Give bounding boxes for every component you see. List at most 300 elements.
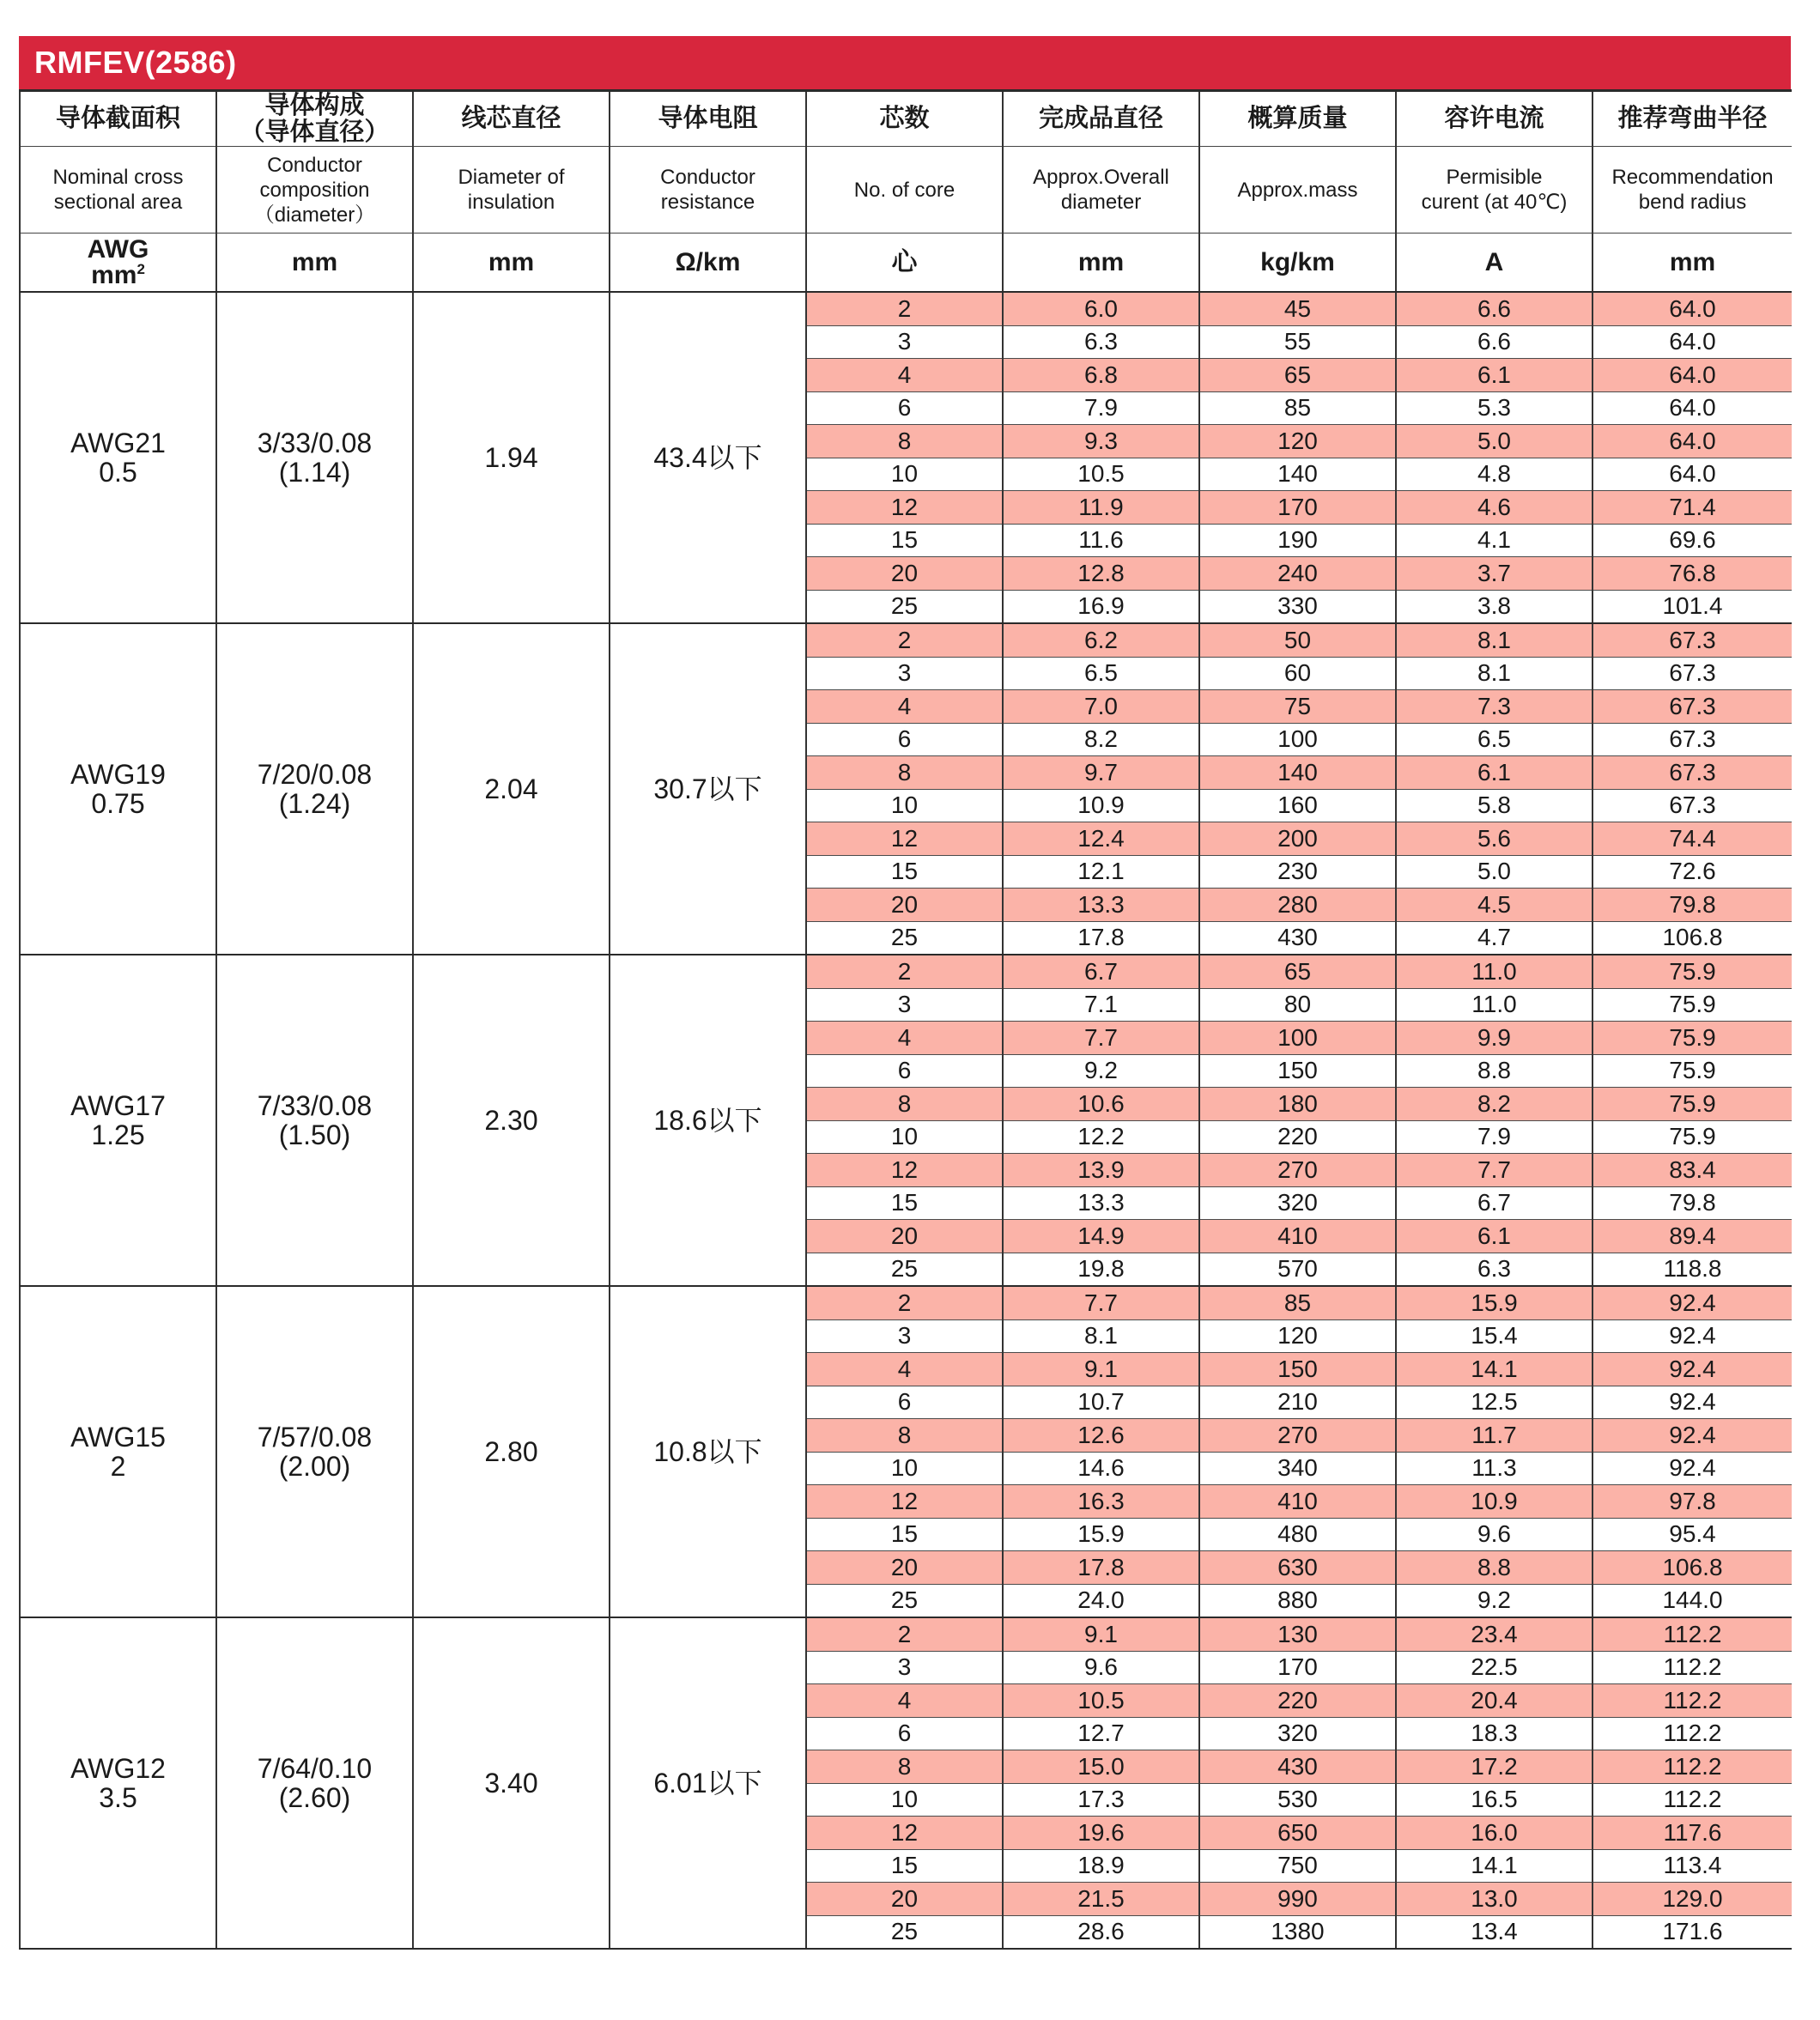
unit-label: 心	[806, 234, 1003, 293]
conductor-resistance: 43.4以下	[653, 442, 762, 473]
approx-mass: 750	[1199, 1849, 1396, 1883]
core-count: 3	[806, 325, 1003, 359]
core-count: 3	[806, 1651, 1003, 1684]
permissible-current: 3.8	[1396, 590, 1592, 623]
core-count: 2	[806, 1286, 1003, 1319]
approx-mass: 65	[1199, 955, 1396, 988]
core-count: 10	[806, 458, 1003, 491]
bend-radius: 71.4	[1592, 491, 1792, 525]
bend-radius: 113.4	[1592, 1849, 1792, 1883]
approx-mass: 140	[1199, 458, 1396, 491]
insulation-diameter-cell	[413, 955, 610, 1286]
permissible-current: 13.0	[1396, 1883, 1592, 1916]
bend-radius: 92.4	[1592, 1286, 1792, 1319]
overall-diameter: 6.0	[1003, 292, 1199, 325]
conductor-resistance-cell	[610, 1617, 806, 1949]
unit-awg: AWG	[87, 234, 149, 264]
overall-diameter: 19.8	[1003, 1253, 1199, 1286]
core-count: 3	[806, 1319, 1003, 1353]
approx-mass: 180	[1199, 1088, 1396, 1121]
col-header-cn: 概算质量	[1199, 91, 1396, 147]
bend-radius: 129.0	[1592, 1883, 1792, 1916]
core-count: 15	[806, 1186, 1003, 1220]
bend-radius: 64.0	[1592, 359, 1792, 392]
col-header-cn: 导体电阻	[610, 91, 806, 147]
bend-radius: 67.3	[1592, 756, 1792, 790]
bend-radius: 112.2	[1592, 1684, 1792, 1718]
core-count: 25	[806, 1584, 1003, 1617]
approx-mass: 220	[1199, 1684, 1396, 1718]
approx-mass: 160	[1199, 789, 1396, 822]
conductor-composition-cell	[216, 955, 413, 1286]
permissible-current: 6.7	[1396, 1186, 1592, 1220]
overall-diameter: 8.1	[1003, 1319, 1199, 1353]
approx-mass: 430	[1199, 921, 1396, 955]
overall-diameter: 17.8	[1003, 921, 1199, 955]
bend-radius: 75.9	[1592, 1022, 1792, 1055]
approx-mass: 75	[1199, 690, 1396, 724]
core-count: 4	[806, 1022, 1003, 1055]
core-count: 6	[806, 723, 1003, 756]
core-count: 20	[806, 557, 1003, 591]
unit-label: mm	[413, 234, 610, 293]
approx-mass: 220	[1199, 1120, 1396, 1154]
core-count: 3	[806, 988, 1003, 1022]
core-count: 8	[806, 1419, 1003, 1453]
core-count: 12	[806, 1817, 1003, 1850]
approx-mass: 85	[1199, 1286, 1396, 1319]
insulation-diameter: 2.30	[484, 1105, 538, 1136]
overall-diameter: 9.1	[1003, 1353, 1199, 1386]
core-count: 6	[806, 1386, 1003, 1419]
core-count: 10	[806, 1452, 1003, 1485]
approx-mass: 330	[1199, 590, 1396, 623]
core-count: 6	[806, 1054, 1003, 1088]
core-count: 8	[806, 756, 1003, 790]
permissible-current: 8.2	[1396, 1088, 1592, 1121]
approx-mass: 280	[1199, 889, 1396, 922]
header-row-english	[20, 147, 1792, 234]
overall-diameter: 13.9	[1003, 1154, 1199, 1187]
permissible-current: 6.5	[1396, 723, 1592, 756]
bend-radius: 95.4	[1592, 1518, 1792, 1551]
overall-diameter: 7.9	[1003, 391, 1199, 425]
overall-diameter: 12.2	[1003, 1120, 1199, 1154]
unit-label: mm	[1003, 234, 1199, 293]
bend-radius: 92.4	[1592, 1353, 1792, 1386]
overall-diameter: 6.7	[1003, 955, 1199, 988]
cross-section-cell	[20, 292, 216, 623]
overall-diameter: 6.8	[1003, 359, 1199, 392]
core-count: 25	[806, 590, 1003, 623]
composition-diameter: (2.00)	[278, 1451, 351, 1482]
col-header-cn: 芯数	[806, 91, 1003, 147]
approx-mass: 150	[1199, 1353, 1396, 1386]
approx-mass: 150	[1199, 1054, 1396, 1088]
permissible-current: 5.0	[1396, 425, 1592, 458]
core-count: 6	[806, 391, 1003, 425]
permissible-current: 6.1	[1396, 1220, 1592, 1253]
core-count: 4	[806, 1353, 1003, 1386]
core-count: 20	[806, 1551, 1003, 1585]
col-header-cn: 导体构成 （导体直径）	[216, 91, 413, 147]
approx-mass: 270	[1199, 1154, 1396, 1187]
bend-radius: 67.3	[1592, 723, 1792, 756]
permissible-current: 4.1	[1396, 524, 1592, 557]
col-header-cn: 推荐弯曲半径	[1592, 91, 1792, 147]
col-header-en: Approx.Overall diameter	[1003, 147, 1199, 234]
approx-mass: 50	[1199, 623, 1396, 657]
conductor-resistance: 6.01以下	[653, 1768, 762, 1799]
approx-mass: 200	[1199, 822, 1396, 856]
overall-diameter: 17.8	[1003, 1551, 1199, 1585]
approx-mass: 230	[1199, 855, 1396, 889]
overall-diameter: 10.7	[1003, 1386, 1199, 1419]
overall-diameter: 12.4	[1003, 822, 1199, 856]
approx-mass: 650	[1199, 1817, 1396, 1850]
bend-radius: 75.9	[1592, 1054, 1792, 1088]
permissible-current: 14.1	[1396, 1353, 1592, 1386]
permissible-current: 4.6	[1396, 491, 1592, 525]
permissible-current: 7.7	[1396, 1154, 1592, 1187]
insulation-diameter-cell	[413, 623, 610, 955]
overall-diameter: 7.7	[1003, 1022, 1199, 1055]
approx-mass: 120	[1199, 1319, 1396, 1353]
permissible-current: 17.2	[1396, 1750, 1592, 1784]
approx-mass: 530	[1199, 1783, 1396, 1817]
overall-diameter: 11.9	[1003, 491, 1199, 525]
cross-section-cell	[20, 1617, 216, 1949]
overall-diameter: 12.8	[1003, 557, 1199, 591]
table-row	[20, 1617, 1792, 1651]
overall-diameter: 11.6	[1003, 524, 1199, 557]
permissible-current: 6.6	[1396, 325, 1592, 359]
conductor-resistance: 10.8以下	[653, 1436, 762, 1467]
approx-mass: 410	[1199, 1485, 1396, 1519]
core-count: 20	[806, 1883, 1003, 1916]
approx-mass: 60	[1199, 657, 1396, 690]
composition: 3/33/0.08	[257, 428, 373, 458]
bend-radius: 75.9	[1592, 1120, 1792, 1154]
conductor-composition-cell	[216, 1286, 413, 1617]
unit-label: kg/km	[1199, 234, 1396, 293]
composition-diameter: (1.50)	[278, 1119, 351, 1150]
bend-radius: 89.4	[1592, 1220, 1792, 1253]
core-count: 2	[806, 1617, 1003, 1651]
table-row	[20, 292, 1792, 325]
permissible-current: 8.1	[1396, 623, 1592, 657]
core-count: 2	[806, 955, 1003, 988]
permissible-current: 6.6	[1396, 292, 1592, 325]
core-count: 3	[806, 657, 1003, 690]
approx-mass: 1380	[1199, 1915, 1396, 1949]
approx-mass: 100	[1199, 723, 1396, 756]
bend-radius: 74.4	[1592, 822, 1792, 856]
permissible-current: 11.0	[1396, 955, 1592, 988]
conductor-resistance: 30.7以下	[653, 773, 762, 804]
overall-diameter: 9.7	[1003, 756, 1199, 790]
permissible-current: 15.4	[1396, 1319, 1592, 1353]
col-header-en: Conductor resistance	[610, 147, 806, 234]
awg-size: AWG21	[70, 428, 166, 458]
permissible-current: 9.6	[1396, 1518, 1592, 1551]
bend-radius: 72.6	[1592, 855, 1792, 889]
area-mm2: 3.5	[99, 1782, 137, 1813]
col-header-cn: 容许电流	[1396, 91, 1592, 147]
col-header-en: No. of core	[806, 147, 1003, 234]
bend-radius: 64.0	[1592, 325, 1792, 359]
spec-sheet	[19, 36, 1791, 1950]
insulation-diameter: 3.40	[484, 1768, 538, 1799]
bend-radius: 75.9	[1592, 988, 1792, 1022]
approx-mass: 880	[1199, 1584, 1396, 1617]
unit-mm: mm	[91, 260, 137, 289]
table-body	[20, 292, 1792, 1949]
cross-section-cell	[20, 623, 216, 955]
core-count: 25	[806, 921, 1003, 955]
overall-diameter: 9.3	[1003, 425, 1199, 458]
bend-radius: 92.4	[1592, 1319, 1792, 1353]
permissible-current: 11.3	[1396, 1452, 1592, 1485]
permissible-current: 3.7	[1396, 557, 1592, 591]
permissible-current: 22.5	[1396, 1651, 1592, 1684]
awg-size: AWG15	[70, 1422, 166, 1453]
conductor-composition-cell	[216, 623, 413, 955]
col-header-en: Recommendation bend radius	[1592, 147, 1792, 234]
approx-mass: 45	[1199, 292, 1396, 325]
core-count: 12	[806, 1485, 1003, 1519]
col-header-en: Diameter of insulation	[413, 147, 610, 234]
composition-diameter: (2.60)	[278, 1782, 351, 1813]
permissible-current: 14.1	[1396, 1849, 1592, 1883]
approx-mass: 140	[1199, 756, 1396, 790]
product-title: RMFEV(2586)	[19, 36, 1791, 89]
permissible-current: 16.5	[1396, 1783, 1592, 1817]
approx-mass: 340	[1199, 1452, 1396, 1485]
composition-diameter: (1.14)	[278, 457, 351, 488]
conductor-resistance: 18.6以下	[653, 1105, 762, 1136]
bend-radius: 64.0	[1592, 391, 1792, 425]
bend-radius: 112.2	[1592, 1783, 1792, 1817]
bend-radius: 79.8	[1592, 1186, 1792, 1220]
permissible-current: 20.4	[1396, 1684, 1592, 1718]
bend-radius: 64.0	[1592, 292, 1792, 325]
area-mm2: 2	[110, 1451, 126, 1482]
bend-radius: 92.4	[1592, 1452, 1792, 1485]
approx-mass: 990	[1199, 1883, 1396, 1916]
col-header-en: Permisible curent (at 40℃)	[1396, 147, 1592, 234]
permissible-current: 4.7	[1396, 921, 1592, 955]
approx-mass: 80	[1199, 988, 1396, 1022]
bend-radius: 69.6	[1592, 524, 1792, 557]
approx-mass: 210	[1199, 1386, 1396, 1419]
approx-mass: 170	[1199, 1651, 1396, 1684]
conductor-resistance-cell	[610, 623, 806, 955]
bend-radius: 97.8	[1592, 1485, 1792, 1519]
bend-radius: 64.0	[1592, 458, 1792, 491]
core-count: 12	[806, 822, 1003, 856]
overall-diameter: 28.6	[1003, 1915, 1199, 1949]
composition-diameter: (1.24)	[278, 788, 351, 819]
permissible-current: 5.3	[1396, 391, 1592, 425]
permissible-current: 5.6	[1396, 822, 1592, 856]
insulation-diameter: 1.94	[484, 442, 538, 473]
cross-section-cell	[20, 1286, 216, 1617]
permissible-current: 13.4	[1396, 1915, 1592, 1949]
bend-radius: 144.0	[1592, 1584, 1792, 1617]
bend-radius: 67.3	[1592, 690, 1792, 724]
overall-diameter: 6.5	[1003, 657, 1199, 690]
approx-mass: 320	[1199, 1717, 1396, 1750]
bend-radius: 112.2	[1592, 1750, 1792, 1784]
overall-diameter: 12.6	[1003, 1419, 1199, 1453]
permissible-current: 6.3	[1396, 1253, 1592, 1286]
permissible-current: 5.8	[1396, 789, 1592, 822]
overall-diameter: 16.3	[1003, 1485, 1199, 1519]
awg-size: AWG12	[70, 1753, 166, 1784]
permissible-current: 5.0	[1396, 855, 1592, 889]
permissible-current: 18.3	[1396, 1717, 1592, 1750]
overall-diameter: 13.3	[1003, 1186, 1199, 1220]
area-mm2: 1.25	[91, 1119, 145, 1150]
insulation-diameter-cell	[413, 1617, 610, 1949]
bend-radius: 76.8	[1592, 557, 1792, 591]
bend-radius: 75.9	[1592, 955, 1792, 988]
permissible-current: 7.9	[1396, 1120, 1592, 1154]
overall-diameter: 7.0	[1003, 690, 1199, 724]
permissible-current: 8.8	[1396, 1054, 1592, 1088]
permissible-current: 8.1	[1396, 657, 1592, 690]
approx-mass: 100	[1199, 1022, 1396, 1055]
overall-diameter: 14.6	[1003, 1452, 1199, 1485]
approx-mass: 570	[1199, 1253, 1396, 1286]
core-count: 4	[806, 690, 1003, 724]
bend-radius: 106.8	[1592, 1551, 1792, 1585]
overall-diameter: 8.2	[1003, 723, 1199, 756]
col-header-en: Nominal cross sectional area	[20, 147, 216, 234]
overall-diameter: 9.6	[1003, 1651, 1199, 1684]
overall-diameter: 13.3	[1003, 889, 1199, 922]
conductor-resistance-cell	[610, 1286, 806, 1617]
composition: 7/33/0.08	[257, 1090, 373, 1121]
overall-diameter: 10.9	[1003, 789, 1199, 822]
col-header-cn: 导体截面积	[20, 91, 216, 147]
conductor-composition-cell	[216, 1617, 413, 1949]
overall-diameter: 9.2	[1003, 1054, 1199, 1088]
bend-radius: 171.6	[1592, 1915, 1792, 1949]
overall-diameter: 7.1	[1003, 988, 1199, 1022]
table-header	[20, 91, 1792, 293]
overall-diameter: 6.3	[1003, 325, 1199, 359]
conductor-resistance-cell	[610, 292, 806, 623]
col-header-en: Conductor composition （diameter）	[216, 147, 413, 234]
core-count: 15	[806, 855, 1003, 889]
unit-label: A	[1396, 234, 1592, 293]
approx-mass: 240	[1199, 557, 1396, 591]
bend-radius: 67.3	[1592, 789, 1792, 822]
spec-table	[19, 89, 1792, 1950]
area-mm2: 0.75	[91, 788, 145, 819]
overall-diameter: 10.5	[1003, 1684, 1199, 1718]
core-count: 8	[806, 1088, 1003, 1121]
col-header-en: Approx.mass	[1199, 147, 1396, 234]
bend-radius: 112.2	[1592, 1717, 1792, 1750]
bend-radius: 64.0	[1592, 425, 1792, 458]
conductor-composition-cell	[216, 292, 413, 623]
permissible-current: 6.1	[1396, 359, 1592, 392]
core-count: 25	[806, 1253, 1003, 1286]
core-count: 15	[806, 1849, 1003, 1883]
insulation-diameter-cell	[413, 1286, 610, 1617]
overall-diameter: 15.9	[1003, 1518, 1199, 1551]
core-count: 8	[806, 425, 1003, 458]
composition: 7/57/0.08	[257, 1422, 373, 1453]
overall-diameter: 16.9	[1003, 590, 1199, 623]
bend-radius: 67.3	[1592, 657, 1792, 690]
overall-diameter: 6.2	[1003, 623, 1199, 657]
approx-mass: 65	[1199, 359, 1396, 392]
unit-awg-mm2	[20, 234, 216, 293]
overall-diameter: 19.6	[1003, 1817, 1199, 1850]
approx-mass: 170	[1199, 491, 1396, 525]
overall-diameter: 18.9	[1003, 1849, 1199, 1883]
approx-mass: 480	[1199, 1518, 1396, 1551]
bend-radius: 101.4	[1592, 590, 1792, 623]
permissible-current: 6.1	[1396, 756, 1592, 790]
awg-size: AWG17	[70, 1090, 166, 1121]
approx-mass: 430	[1199, 1750, 1396, 1784]
permissible-current: 4.5	[1396, 889, 1592, 922]
unit-mm2	[21, 260, 215, 289]
insulation-diameter-cell	[413, 292, 610, 623]
approx-mass: 270	[1199, 1419, 1396, 1453]
core-count: 4	[806, 359, 1003, 392]
core-count: 6	[806, 1717, 1003, 1750]
core-count: 2	[806, 292, 1003, 325]
permissible-current: 9.2	[1396, 1584, 1592, 1617]
permissible-current: 8.8	[1396, 1551, 1592, 1585]
bend-radius: 92.4	[1592, 1419, 1792, 1453]
core-count: 15	[806, 1518, 1003, 1551]
area-mm2: 0.5	[99, 457, 137, 488]
core-count: 10	[806, 1783, 1003, 1817]
core-count: 4	[806, 1684, 1003, 1718]
permissible-current: 10.9	[1396, 1485, 1592, 1519]
unit-superscript: 2	[136, 260, 145, 277]
overall-diameter: 10.6	[1003, 1088, 1199, 1121]
permissible-current: 9.9	[1396, 1022, 1592, 1055]
overall-diameter: 10.5	[1003, 458, 1199, 491]
core-count: 25	[806, 1915, 1003, 1949]
overall-diameter: 14.9	[1003, 1220, 1199, 1253]
insulation-diameter: 2.80	[484, 1436, 538, 1467]
core-count: 12	[806, 491, 1003, 525]
unit-label: Ω/km	[610, 234, 806, 293]
permissible-current: 11.7	[1396, 1419, 1592, 1453]
approx-mass: 320	[1199, 1186, 1396, 1220]
bend-radius: 67.3	[1592, 623, 1792, 657]
core-count: 20	[806, 889, 1003, 922]
cross-section-cell	[20, 955, 216, 1286]
unit-label: mm	[1592, 234, 1792, 293]
header-row-chinese	[20, 91, 1792, 147]
permissible-current: 7.3	[1396, 690, 1592, 724]
awg-size: AWG19	[70, 759, 166, 790]
approx-mass: 410	[1199, 1220, 1396, 1253]
overall-diameter: 7.7	[1003, 1286, 1199, 1319]
approx-mass: 190	[1199, 524, 1396, 557]
bend-radius: 112.2	[1592, 1651, 1792, 1684]
